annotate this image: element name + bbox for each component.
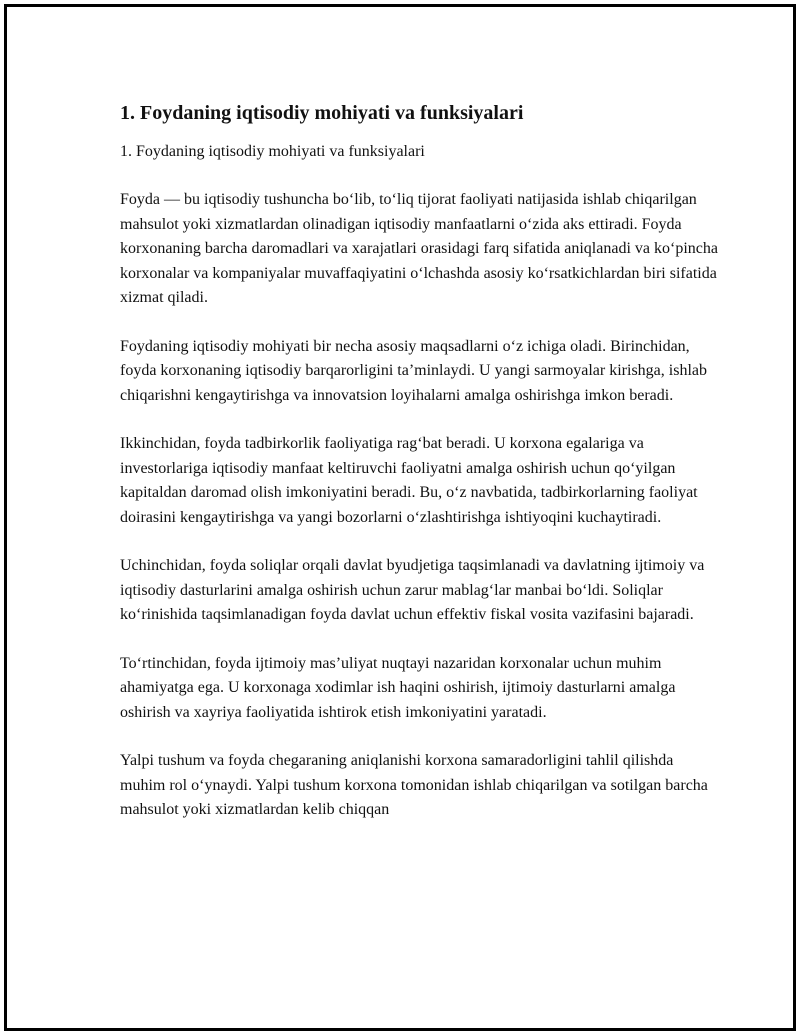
paragraph-2: Foydaning iqtisodiy mohiyati bir necha asosiy maqsadlarni o‘z ichiga oladi. Birinchidan, foyda korxonaning iqtisodiy barqarorligini ta’minlaydi. U yangi sarmoyalar kirishga, ishlab chiqarishni kengaytirishga va innovatsion loyihalarni amalga oshirishga imkon beradi.	[120, 337, 707, 404]
paragraph-4: Uchinchidan, foyda soliqlar orqali davlat byudjetiga taqsimlanadi va davlatning ijtimoiy va iqtisodiy dasturlarini amalga oshirish uchun zarur mablag‘lar manbai bo‘ldi. Soliqlar ko‘rinishida taqsimlanadigan foyda davlat uchun effektiv fiskal vosita vazifasini bajaradi.	[120, 557, 705, 623]
page-frame	[4, 4, 796, 1031]
document-title: 1. Foydaning iqtisodiy mohiyati va funksiyalari	[120, 102, 524, 124]
paragraph-1: Foyda — bu iqtisodiy tushuncha bo‘lib, to‘liq tijorat faoliyati natijasida ishlab chiqarilgan mahsulot yoki xizmatlardan olinadigan iqtisodiy manfaatlarni o‘zida aks ettiradi. Foyda korxonaning barcha daromadlari va xarajatlari orasidagi farq sifatida aniqlanadi va ko‘pincha korxonalar va kompaniyalar muvaffaqiyatini o‘lchashda asosiy ko‘rsatkichlardan biri sifatida xizmat qiladi.	[120, 191, 718, 306]
document-subtitle: 1. Foydaning iqtisodiy mohiyati va funksiyalari	[120, 143, 425, 160]
paragraph-3: Ikkinchidan, foyda tadbirkorlik faoliyatiga rag‘bat beradi. U korxona egalariga va investorlariga iqtisodiy manfaat keltiruvchi faoliyatni amalga oshirish uchun qo‘yilgan kapitaldan daromad olish imkoniyatini beradi. Bu, o‘z navbatida, tadbirkorlarning faoliyat doirasini kengaytirishga va yangi bozorlarni o‘zlashtirishga ishtiyoqini kuchaytiradi.	[120, 435, 698, 526]
document-body	[120, 99, 720, 847]
paragraph-5: To‘rtinchidan, foyda ijtimoiy mas’uliyat nuqtayi nazaridan korxonalar uchun muhim ahamiyatga ega. U korxonaga xodimlar ish haqini oshirish, ijtimoiy dasturlarni amalga oshirish va xayriya faoliyatida ishtirok etish imkoniyatini yaratadi.	[120, 654, 676, 721]
paragraph-6: Yalpi tushum va foyda chegaraning aniqlanishi korxona samaradorligini tahlil qilishda muhim rol o‘ynaydi. Yalpi tushum korxona tomonidan ishlab chiqarilgan va sotilgan barcha mahsulot yoki xizmatlardan kelib chiqqan	[120, 752, 708, 818]
